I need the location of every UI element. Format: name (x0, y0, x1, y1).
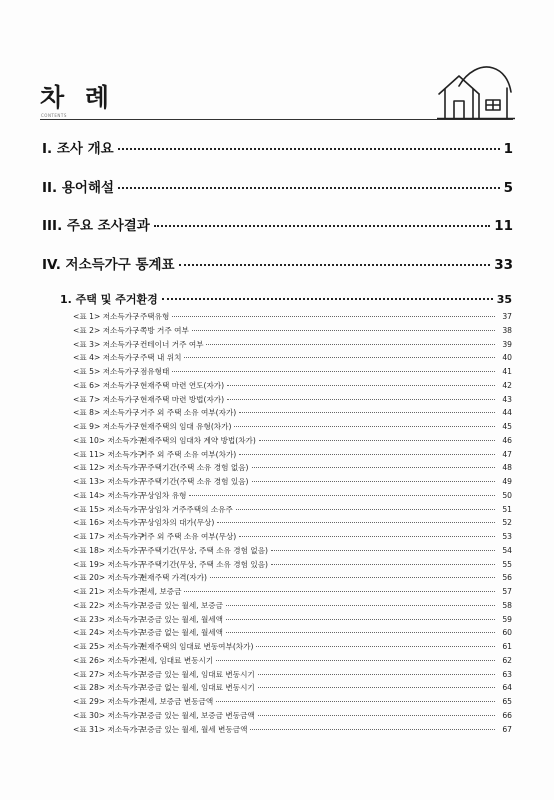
toc-page-number: 53 (502, 532, 512, 541)
table-title: : 현재주택 가격(자가) (135, 573, 207, 583)
dot-leader (252, 467, 496, 468)
toc-page-number: 41 (502, 367, 512, 376)
table-number: <표 23> 저소득가구 (73, 614, 145, 624)
toc-table-row[interactable] (73, 558, 512, 572)
toc-table-row[interactable] (73, 351, 512, 365)
table-title: : 쪽방 거주 여부 (135, 325, 189, 335)
table-title: : 보증금 있는 월세, 보증금 (135, 600, 223, 610)
dot-leader (236, 509, 495, 510)
toc-table-row[interactable] (73, 654, 512, 668)
toc-page-number: 42 (502, 380, 512, 390)
dot-leader (226, 632, 495, 633)
toc-subsection-label: 1. 주택 및 주거환경 (60, 293, 158, 306)
table-title: : 무상임차 유형 (135, 490, 187, 500)
table-title: : 무주택기간(무상, 주택 소유 경험 없음) (135, 545, 268, 555)
table-number: <표 11> 저소득가구 (73, 449, 145, 459)
toc-table-row[interactable] (73, 448, 512, 462)
toc-table-row[interactable] (73, 393, 512, 407)
toc-page-number: 60 (502, 628, 512, 638)
table-title: : 현재주택 마련 연도(자가) (135, 380, 225, 390)
dot-leader (227, 385, 495, 386)
toc-page-number: 47 (502, 449, 512, 459)
table-title: : 현재주택 마련 방법(자가) (135, 394, 225, 404)
table-number: <표 19> 저소득가구 (73, 559, 145, 569)
table-number: <표 6> 저소득가구 (73, 380, 140, 390)
dot-leader (256, 646, 495, 647)
table-number: <표 5> 저소득가구 (73, 367, 140, 376)
dot-leader (239, 412, 495, 413)
dot-leader (192, 330, 495, 331)
table-title: : 전세, 보증금 (135, 587, 182, 596)
dot-leader (172, 316, 495, 317)
dot-leader (250, 729, 495, 730)
table-title: : 점유형태 (135, 367, 170, 376)
table-list (73, 310, 512, 736)
dot-leader (206, 344, 495, 345)
toc-section-label: III. 주요 조사결과 (42, 218, 150, 234)
toc-page-number: 11 (494, 218, 513, 234)
dot-leader (226, 605, 495, 606)
toc-section-4[interactable] (42, 253, 513, 273)
dot-leader (216, 660, 495, 661)
table-title: : 현재주택의 임대료 변동여부(차가) (135, 642, 254, 651)
toc-table-row[interactable] (73, 338, 512, 352)
dot-leader (184, 357, 495, 358)
table-number: <표 24> 저소득가구 (73, 628, 145, 638)
table-title: : 보증금 있는 월세, 월세액 (135, 614, 223, 624)
dot-leader (239, 454, 495, 455)
toc-page-number: 5 (503, 180, 513, 196)
dot-leader (258, 674, 495, 675)
table-number: <표 22> 저소득가구 (73, 600, 145, 610)
table-title: : 보증금 있는 월세, 보증금 변동금액 (135, 710, 255, 720)
table-title: : 무상임차 거주주택의 소유주 (135, 504, 233, 514)
toc-table-row[interactable] (73, 434, 512, 448)
toc-page-number: 57 (502, 587, 512, 596)
table-number: <표 17> 저소득가구 (73, 532, 145, 541)
toc-table-row[interactable] (73, 709, 512, 723)
toc-page-number: 64 (502, 683, 512, 693)
table-title: : 보증금 없는 월세, 월세액 (135, 628, 223, 638)
toc-page-number: 39 (502, 339, 512, 349)
dot-leader (271, 550, 495, 551)
dot-leader (259, 440, 495, 441)
table-title: : 보증금 있는 월세, 월세 변동금액 (135, 724, 248, 734)
table-title: : 현재주택의 임대 유형(차가) (135, 422, 232, 431)
table-title: : 보증금 있는 월세, 임대료 변동시기 (135, 669, 255, 679)
table-number: <표 31> 저소득가구 (73, 724, 145, 734)
toc-page-number: 51 (502, 504, 512, 514)
table-number: <표 4> 저소득가구 (73, 353, 140, 363)
toc-table-row[interactable] (73, 475, 512, 489)
toc-table-row[interactable] (73, 613, 512, 627)
page-title: 차 례 (40, 83, 116, 112)
page-subtitle: CONTENTS (41, 113, 67, 118)
table-title: : 컨테이너 거주 여부 (135, 339, 204, 349)
table-title: : 무주택기간(무상, 주택 소유 경험 있음) (135, 559, 268, 569)
table-number: <표 27> 저소득가구 (73, 669, 145, 679)
table-number: <표 21> 저소득가구 (73, 587, 145, 596)
toc-page-number: 44 (502, 408, 512, 418)
table-number: <표 18> 저소득가구 (73, 545, 145, 555)
toc-table-row[interactable] (73, 585, 512, 599)
toc-table-row[interactable] (73, 599, 512, 613)
dot-leader (258, 687, 495, 688)
toc-section-1[interactable] (42, 137, 513, 157)
dot-leader (252, 481, 496, 482)
toc-table-row[interactable] (73, 668, 512, 682)
dot-leader (271, 564, 495, 565)
dot-leader (184, 591, 495, 592)
toc-table-row[interactable] (73, 503, 512, 517)
table-number: <표 15> 저소득가구 (73, 504, 145, 514)
table-number: <표 2> 저소득가구 (73, 325, 140, 335)
dot-leader (217, 522, 495, 523)
table-number: <표 13> 저소득가구 (73, 477, 145, 486)
toc-page-number: 50 (502, 490, 512, 500)
toc-page-number: 43 (502, 394, 512, 404)
table-title: : 현재주택의 임대차 계약 방법(차가) (135, 435, 256, 445)
dot-leader (118, 148, 500, 150)
table-number: <표 10> 저소득가구 (73, 435, 145, 445)
toc-page-number: 66 (502, 710, 512, 720)
toc-table-row[interactable] (73, 420, 512, 434)
toc-table-row[interactable] (73, 681, 512, 695)
table-number: <표 20> 저소득가구 (73, 573, 145, 583)
toc-page-number: 40 (502, 353, 512, 363)
table-title: : 전세, 임대료 변동시기 (135, 655, 214, 665)
table-number: <표 7> 저소득가구 (73, 394, 140, 404)
dot-leader (210, 577, 495, 578)
toc-table-row[interactable] (73, 324, 512, 338)
toc-table-row[interactable] (73, 544, 512, 558)
table-title: : 거주 외 주택 소유 여부(차가) (135, 449, 237, 459)
table-number: <표 29> 저소득가구 (73, 697, 145, 706)
table-title: : 주택 내 위치 (135, 353, 182, 363)
toc-page-number: 67 (502, 724, 512, 734)
table-title: : 전세, 보증금 변동금액 (135, 697, 214, 706)
toc-section-label: I. 조사 개요 (42, 141, 114, 157)
table-title: : 거주 외 주택 소유 여부(자가) (135, 408, 237, 418)
toc-section-label: IV. 저소득가구 통계표 (42, 257, 175, 273)
table-number: <표 14> 저소득가구 (73, 490, 145, 500)
dot-leader (239, 536, 495, 537)
table-number: <표 26> 저소득가구 (73, 655, 145, 665)
dot-leader (189, 495, 495, 496)
toc-page-number: 54 (502, 545, 512, 555)
toc-page-number: 59 (502, 614, 512, 624)
toc-table-row[interactable] (73, 695, 512, 709)
toc-table-row[interactable] (73, 626, 512, 640)
table-number: <표 12> 저소득가구 (73, 463, 145, 473)
toc-page-number: 61 (502, 642, 512, 651)
toc-page-number: 35 (496, 293, 512, 306)
dot-leader (216, 701, 495, 702)
toc-subsection[interactable] (60, 291, 512, 307)
toc-page-number: 46 (502, 435, 512, 445)
toc-page-number: 65 (502, 697, 512, 706)
dot-leader (179, 264, 491, 266)
toc-section-2[interactable] (42, 176, 513, 196)
table-number: <표 30> 저소득가구 (73, 710, 145, 720)
toc-page-number: 38 (502, 325, 512, 335)
table-title: : 무상임차의 대가(무상) (135, 518, 215, 528)
toc-table-row[interactable] (73, 516, 512, 530)
toc-page-number: 56 (502, 573, 512, 583)
toc-page-number: 58 (502, 600, 512, 610)
toc-table-row[interactable] (73, 723, 512, 737)
toc-table-row[interactable] (73, 461, 512, 475)
table-number: <표 16> 저소득가구 (73, 518, 145, 528)
toc-table-row[interactable] (73, 640, 512, 654)
toc-table-row[interactable] (73, 489, 512, 503)
toc-page-number: 52 (502, 518, 512, 528)
dot-leader (234, 426, 495, 427)
toc-section-3[interactable] (42, 214, 513, 234)
house-icon (437, 58, 515, 120)
toc-page-number: 45 (502, 422, 512, 431)
toc-section-label: II. 용어해설 (42, 180, 115, 196)
toc-table-row[interactable] (73, 406, 512, 420)
dot-leader (154, 225, 490, 227)
table-number: <표 3> 저소득가구 (73, 339, 140, 349)
toc-page-number: 49 (502, 477, 512, 486)
dot-leader (227, 399, 495, 400)
table-title: : 주택유형 (135, 312, 170, 321)
table-number: <표 25> 저소득가구 (73, 642, 145, 651)
dot-leader (226, 619, 495, 620)
toc-page-number: 33 (494, 257, 513, 273)
table-title: : 보증금 없는 월세, 임대료 변동시기 (135, 683, 255, 693)
table-title: : 무주택기간(주택 소유 경험 있음) (135, 477, 249, 486)
toc-page-number: 1 (503, 141, 513, 157)
table-number: <표 8> 저소득가구 (73, 408, 140, 418)
toc-table-row[interactable] (73, 310, 512, 324)
toc-page-number: 62 (502, 655, 512, 665)
table-number: <표 9> 저소득가구 (73, 422, 140, 431)
toc-page-number: 48 (502, 463, 512, 473)
toc-page-number: 55 (502, 559, 512, 569)
toc-page-number: 63 (502, 669, 512, 679)
dot-leader (162, 298, 493, 300)
dot-leader (172, 371, 495, 372)
table-title: : 무주택기간(주택 소유 경험 없음) (135, 463, 249, 473)
toc-page-number: 37 (502, 312, 512, 321)
table-title: : 거주 외 주택 소유 여부(무상) (135, 532, 237, 541)
dot-leader (258, 715, 495, 716)
toc-table-row[interactable] (73, 365, 512, 379)
toc-table-row[interactable] (73, 379, 512, 393)
toc-table-row[interactable] (73, 530, 512, 544)
table-number: <표 28> 저소득가구 (73, 683, 145, 693)
toc-table-row[interactable] (73, 571, 512, 585)
dot-leader (118, 187, 500, 189)
table-number: <표 1> 저소득가구 (73, 312, 140, 321)
